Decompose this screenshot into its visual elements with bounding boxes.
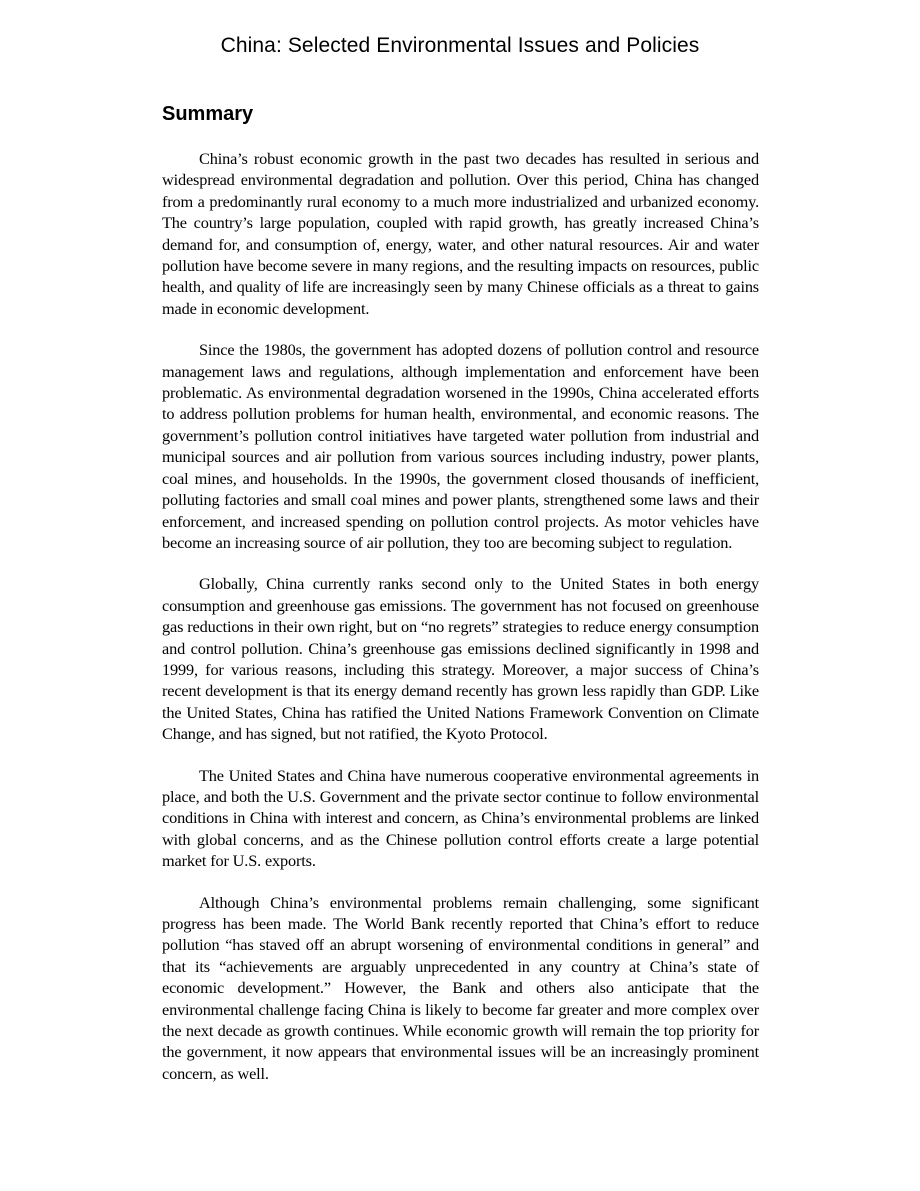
summary-body [162,148,759,1104]
summary-paragraph: China’s robust economic growth in the past two decades has resulted in serious and widespread environmental degradation and pollution. Over this period, China has changed from a predominantly rural economy to a much more industrialized and urbanized economy. The country’s large population, coupled with rapid growth, has greatly increased China’s demand for, and consumption of, energy, water, and other natural resources. Air and water pollution have become severe in many regions, and the resulting impacts on resources, public health, and quality of life are increasingly seen by many Chinese officials as a threat to gains made in economic development. [162,149,759,318]
summary-paragraph: Although China’s environmental problems remain challenging, some significant progress has been made. The World Bank recently reported that China’s effort to reduce pollution “has staved off an abrupt worsening of environmental conditions in general” and that its “achievements are arguably unprecedented in any country at China’s state of economic development.” However, the Bank and others also anticipate that the environmental challenge facing China is likely to become far greater and more complex over the next decade as growth continues. While economic growth will remain the top priority for the government, it now appears that environmental issues will be an increasingly prominent concern, as well. [162,892,759,1083]
section-heading-summary: Summary [162,103,254,125]
summary-paragraph: Since the 1980s, the government has adopted dozens of pollution control and resource management laws and regulations, although implementation and enforcement have been problematic. As environmental degradation worsened in the 1990s, China accelerated efforts to address pollution problems for human health, environmental, and economic reasons. The government’s pollution control initiatives have targeted water pollution from industrial and municipal sources and air pollution from various sources including industry, power plants, coal mines, and households. In the 1990s, the government closed thousands of inefficient, polluting factories and small coal mines and power plants, strengthened some laws and their enforcement, and increased spending on pollution control projects. As motor vehicles have become an increasing source of air pollution, they too are becoming subject to regulation. [162,340,759,552]
document-title: China: Selected Environmental Issues and Policies [220,34,700,57]
summary-paragraph: Globally, China currently ranks second only to the United States in both energy consumption and greenhouse gas emissions. The government has not focused on greenhouse gas reductions in their own right, but on “no regrets” strategies to reduce energy consumption and control pollution. China’s greenhouse gas emissions declined significantly in 1998 and 1999, for various reasons, including this strategy. Moreover, a major success of China’s recent development is that its energy demand recently has grown less rapidly than GDP. Like the United States, China has ratified the United Nations Framework Convention on Climate Change, and has signed, but not ratified, the Kyoto Protocol. [162,574,759,744]
summary-paragraph: The United States and China have numerous cooperative environmental agreements in place, and both the U.S. Government and the private sector continue to follow environmental conditions in China with interest and concern, as China’s environmental problems are linked with global concerns, and as the Chinese pollution control efforts create a large potential market for U.S. exports. [162,765,759,871]
